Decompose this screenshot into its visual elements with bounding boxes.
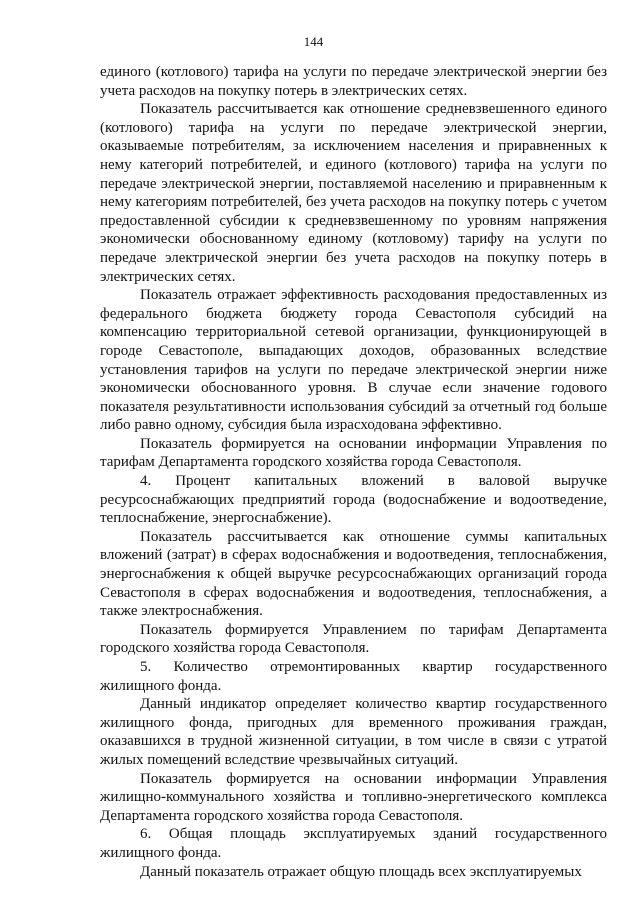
page-number: 144 — [303, 34, 324, 49]
paragraph-indicator-4: 4. Процент капитальных вложений в валовой выручке ресурсоснабжающих предприятий города (водоснабжение и водоотведение, теплоснабжение, энергоснабжение). — [100, 473, 607, 527]
paragraph-repaired-apartments: Данный индикатор определяет количество квартир государственного жилищного фонда, пригодных для временного проживания граждан, оказавшихся в трудной жизненной ситуации, в том числе в связи с утратой жилых помещений вследствие чрезвычайных ситуаций. — [100, 696, 607, 768]
paragraph-indicator-6: 6. Общая площадь эксплуатируемых зданий государственного жилищного фонда. — [100, 826, 607, 861]
paragraph-subsidy-efficiency: Показатель отражает эффективность расходования предоставленных из федерального бюджета бюджету города Севастополя субсидий на компенсацию территориальной сетевой организации, функционирующей в городе Севастополе, выпадающих доходов, образованных вследствие установления тарифов на услуги по передаче электрической энергии ниже экономически обоснованного уровня. В случае если значение годового показателя результативности использования субсидий за отчетный год больше либо равно одному, субсидия была израсходована эффективно. — [100, 287, 607, 434]
paragraph-tariff-source: Показатель формируется на основании информации Управления по тарифам Департамента городского хозяйства города Севастополя. — [100, 435, 607, 471]
paragraph-capital-investment-method: Показатель рассчитывается как отношение суммы капитальных вложений (затрат) в сферах водоснабжения и водоотведения, теплоснабжения, энергоснабжения к общей выручке ресурсоснабжающих организаций города Севастополя в сферах водоснабжения и водоотведения, теплоснабжения, а также электроснабжения. — [100, 528, 607, 620]
paragraph-total-area: Данный показатель отражает общую площадь всех эксплуатируемых — [140, 863, 582, 880]
paragraph-tariff-continuation: единого (котлового) тарифа на услуги по передаче электрической энергии без учета расходов на покупку потерь в электрических сетях. — [100, 64, 607, 99]
paragraph-indicator-5: 5. Количество отремонтированных квартир государственного жилищного фонда. — [100, 659, 607, 694]
paragraph-capital-investment-source: Показатель формируется Управлением по тарифам Департамента городского хозяйства города Севастополя. — [100, 621, 607, 657]
paragraph-housing-source: Показатель формируется на основании информации Управления жилищно-коммунального хозяйства и топливно-энергетического комплекса Департамента городского хозяйства города Севастополя. — [100, 770, 607, 824]
document-body — [100, 63, 607, 881]
paragraph-calculation-method: Показатель рассчитывается как отношение средневзвешенного единого (котлового) тарифа на услуги по передаче электрической энергии, оказываемые потребителям, за исключением населения и приравненных к нему категорий потребителей, и единого (котлового) тарифа на услуги по передаче электрической энергии, поставляемой населению и приравненным к нему категориям потребителей, без учета расходов на покупку потерь с учетом предоставленной субсидии к средневзвешенному по уровням напряжения экономически обоснованному единому (котловому) тарифу на услуги по передаче электрической энергии без учета расходов на покупку потерь в электрических сетях. — [100, 101, 607, 285]
